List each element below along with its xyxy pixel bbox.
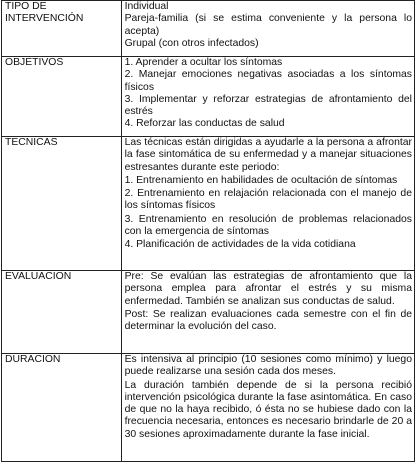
- paragraph: Post: Se realizan evaluaciones cada semestre con el fin de determinar la evolución del caso.: [124, 308, 412, 333]
- row-content-tipo-intervencion: [121, 1, 414, 57]
- row-label-tipo-intervencion: TIPO DE INTERVENCIÓN: [2, 1, 122, 57]
- list-item: Individual: [124, 1, 169, 12]
- paragraph: Las técnicas están dirigidas a ayudarle a la persona a afrontar la fase sintomática de su enfermedad y a manejar situaciones estresantes durante este periodo:: [124, 137, 412, 173]
- table-row: [2, 57, 415, 137]
- list-item: 4. Reforzar las conductas de salud: [124, 118, 285, 130]
- list-item: 3. Entrenamiento en resolución de problemas relacionados con la emergencia de síntomas: [124, 213, 412, 238]
- table-row: [2, 1, 415, 57]
- row-label-duracion: DURACION: [2, 354, 122, 462]
- paragraph: Pre: Se evalúan las estrategias de afrontamiento que la persona emplea para afrontar el estrés y su misma enfermedad. También se analizan sus conductas de salud.: [124, 271, 412, 307]
- list-item: 2. Entrenamiento en relajación relacionada con el manejo de los síntomas físicos: [124, 188, 412, 212]
- row-content-objetivos: [121, 57, 414, 137]
- table-row: [2, 271, 415, 354]
- list-item: 1. Aprender a ocultar los síntomas: [124, 57, 283, 68]
- intervention-table: [1, 0, 415, 462]
- paragraph: La duración también depende de si la persona recibió intervención psicológica durante la fase asintomática. En caso de que no la haya recibido, ó ésta no se hubiese dado con la frecuencia necesaria, entonces es necesario brindarle de 20 a 30 sesiones aproximadamente durante la fase inicial.: [124, 379, 412, 440]
- row-content-duracion: [121, 354, 414, 462]
- list-item: 4. Planificación de actividades de la vida cotidiana: [124, 239, 356, 251]
- row-content-evaluacion: [121, 271, 414, 354]
- list-item: 1. Entrenamiento en habilidades de ocultación de síntomas: [124, 174, 398, 186]
- paragraph: Es intensiva al principio (10 sesiones como mínimo) y luego puede realizarse una sesión cada dos meses.: [124, 354, 412, 378]
- row-content-tecnicas: [121, 137, 414, 271]
- list-item: 2. Manejar emociones negativas asociadas a los síntomas físicos: [124, 69, 412, 93]
- row-label-tecnicas: TECNICAS: [2, 137, 122, 271]
- list-item: Grupal (con otros infectados): [124, 37, 259, 49]
- table-row: [2, 137, 415, 271]
- row-label-objetivos: OBJETIVOS: [2, 57, 122, 137]
- list-item: 3. Implementar y reforzar estrategias de afrontamiento del estrés: [124, 93, 412, 118]
- table-row: [2, 354, 415, 462]
- row-label-evaluacion: EVALUACION: [2, 271, 122, 354]
- list-item: Pareja-familia (si se estima conveniente y la persona lo acepta): [124, 13, 412, 37]
